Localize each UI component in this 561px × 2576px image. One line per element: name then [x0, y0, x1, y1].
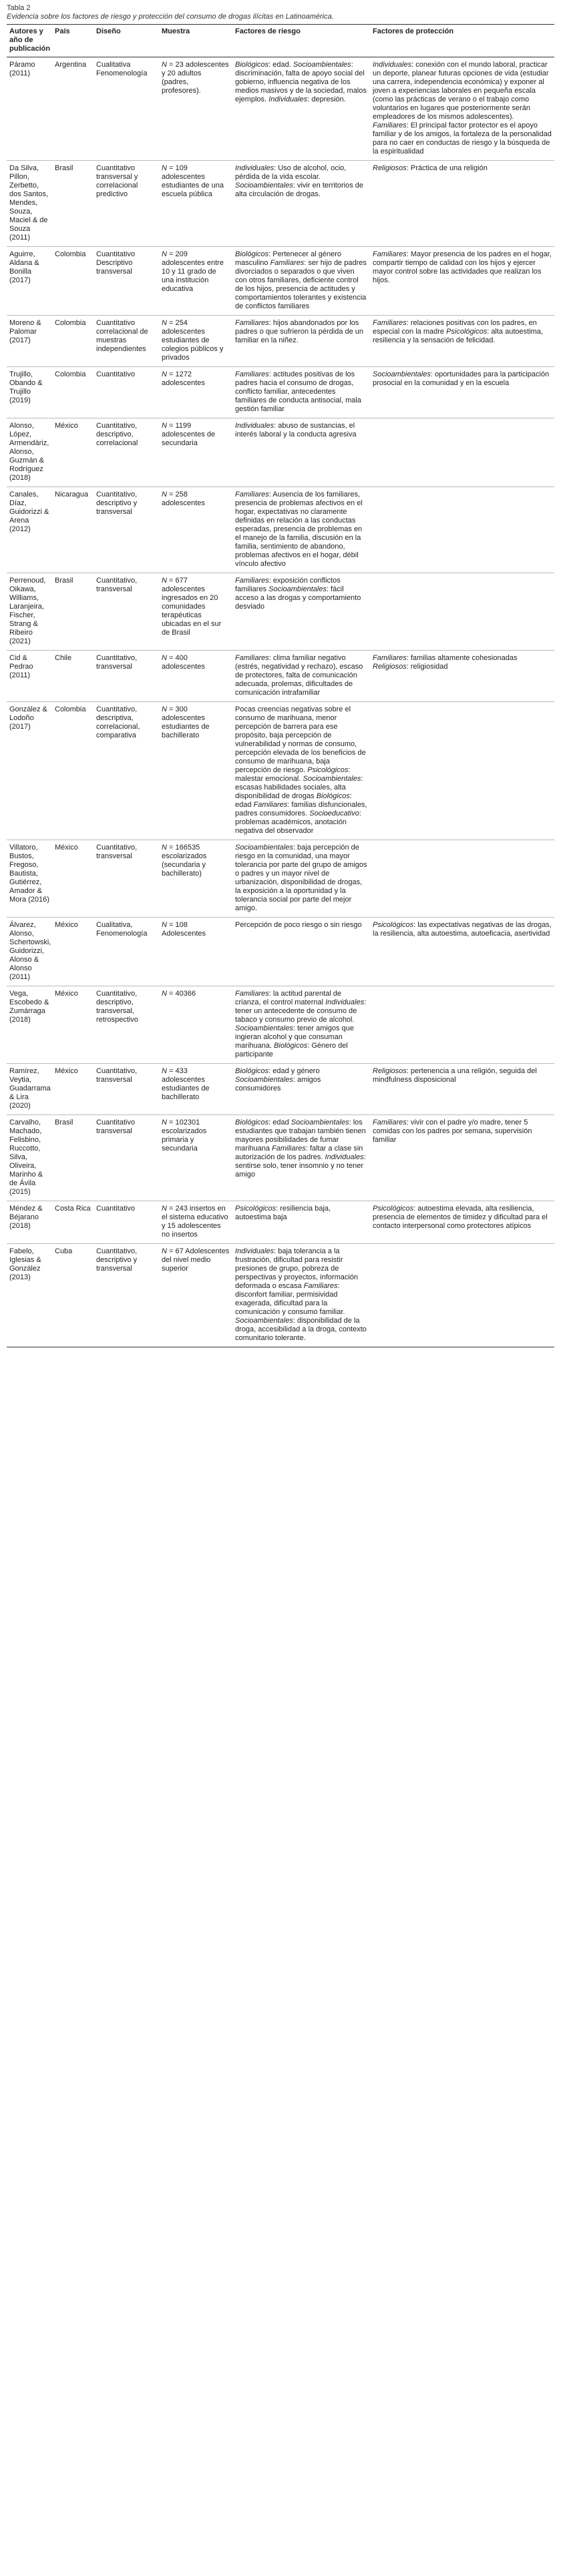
cell-pais: Nicaragua: [52, 487, 94, 573]
cell-muestra: N = 258 adolescentes: [159, 487, 232, 573]
cell-pais: Brasil: [52, 161, 94, 247]
cell-diseno: Cuantitativo, transversal: [94, 1064, 159, 1115]
cell-diseno: Cuantitativo, descriptivo, transversal, retrospectivo: [94, 986, 159, 1064]
cell-proteccion: Familiares: familias altamente cohesionadas Religiosos: religiosidad: [370, 651, 554, 702]
header-factores-proteccion: Factores de protección: [370, 25, 554, 57]
cell-pais: México: [52, 1064, 94, 1115]
cell-autores: Álvarez, Alonso, Schertowski, Guidorizzi, Alonso & Alonso (2011): [7, 918, 52, 986]
cell-diseno: Cuantitativo: [94, 1201, 159, 1244]
table-row: [7, 1115, 554, 1201]
cell-pais: Cuba: [52, 1244, 94, 1347]
cell-autores: González & Lodoño (2017): [7, 702, 52, 840]
cell-pais: México: [52, 918, 94, 986]
cell-pais: Chile: [52, 651, 94, 702]
table-row: [7, 487, 554, 573]
document-page: [7, 0, 554, 1347]
cell-riesgo: Psicológicos: resiliencia baja, autoestima baja: [232, 1201, 370, 1244]
table-row: [7, 316, 554, 367]
cell-diseno: Cuantitativo transversal y correlacional predictivo: [94, 161, 159, 247]
cell-diseno: Cuantitativo, transversal: [94, 840, 159, 918]
cell-autores: Villatoro, Bustos, Fregoso, Bautista, Gutiérrez, Amador & Mora (2016): [7, 840, 52, 918]
cell-proteccion: Socioambientales: oportunidades para la participación prosocial en la comunidad y en la escuela: [370, 367, 554, 418]
cell-proteccion: Psicológicos: autoestima elevada, alta resiliencia, presencia de elementos de timidez y dificultad para el contacto interpersonal como protectores atípicos: [370, 1201, 554, 1244]
cell-riesgo: Pocas creencias negativas sobre el consumo de marihuana, menor percepción de barrera para ese propósito, baja percepción de vulnerabilidad y normas de consumo, percepción elevada de los beneficios de consumo de marihuana, baja percepción de riesgo. Psicológicos: malestar emocional. Socioambientales: escasas habilidades sociales, alta disponibilidad de drogas Biológicos: edad Familiares: familias disfuncionales, padres consumidores. Socioeducativo: problemas académicos, anotación negativa del observador: [232, 702, 370, 840]
cell-muestra: N = 400 adolescentes: [159, 651, 232, 702]
cell-muestra: N = 166535 escolarizados (secundaria y bachillerato): [159, 840, 232, 918]
header-diseno: Diseño: [94, 25, 159, 57]
cell-muestra: N = 102301 escolarizados primaria y secundaria: [159, 1115, 232, 1201]
cell-riesgo: Socioambientales: baja percepción de riesgo en la comunidad, una mayor tolerancia por parte del grupo de amigos o padres y un mayor nivel de urbanización, disponibilidad de drogas, la exposición a la oportunidad y la tolerancia social por parte del mejor amigo.: [232, 840, 370, 918]
cell-proteccion: [370, 1244, 554, 1347]
cell-proteccion: Religiosos: Práctica de una religión: [370, 161, 554, 247]
header-factores-riesgo: Factores de riesgo: [232, 25, 370, 57]
cell-riesgo: Familiares: Ausencia de los familiares, presencia de problemas afectivos en el hogar, expectativas no claramente definidas en relación a las conductas esperadas, presencia de problemas en el manejo de la familia, discusión en la familia, sentimiento de abandono, problemas afectivos en el hogar, débil vínculo afectivo: [232, 487, 370, 573]
table-row: [7, 918, 554, 986]
header-autores: Autores y año de publicación: [7, 25, 52, 57]
cell-riesgo: Biológicos: Pertenecer al género masculino Familiares: ser hijo de padres divorciados o separados o que viven con otros familiares, deficiente control de los hijos, presencia de actitudes y comportamientos tolerantes y existencia de conflictos familiares: [232, 247, 370, 316]
cell-autores: Cid & Pedrao (2011): [7, 651, 52, 702]
table-row: [7, 986, 554, 1064]
cell-diseno: Cuantitativo transversal: [94, 1115, 159, 1201]
cell-proteccion: Familiares: relaciones positivas con los padres, en especial con la madre Psicológicos: alta autoestima, resiliencia y la sensación de felicidad.: [370, 316, 554, 367]
cell-proteccion: Familiares: Mayor presencia de los padres en el hogar, compartir tiempo de calidad con los hijos y ejercer mayor control sobre las actividades que realizan los hijos.: [370, 247, 554, 316]
cell-autores: Aguirre, Aldana & Bonilla (2017): [7, 247, 52, 316]
cell-riesgo: Biológicos: edad Socioambientales: los estudiantes que trabajan también tienen mayores posibilidades de fumar marihuana Familiares: faltar a clase sin autorización de los padres. Individuales: sentirse solo, tener insomnio y no tener amigo: [232, 1115, 370, 1201]
cell-muestra: N = 433 adolescentes estudiantes de bachillerato: [159, 1064, 232, 1115]
cell-diseno: Cuantitativo, descriptivo y transversal: [94, 1244, 159, 1347]
cell-proteccion: Psicológicos: las expectativas negativas de las drogas, la resiliencia, alta autoestima, autoeficacia, asertividad: [370, 918, 554, 986]
cell-autores: Fabelo, Iglesias & González (2013): [7, 1244, 52, 1347]
table-row: [7, 247, 554, 316]
cell-muestra: N = 209 adolescentes entre 10 y 11 grado de una institución educativa: [159, 247, 232, 316]
header-row: [7, 25, 554, 57]
cell-pais: Brasil: [52, 1115, 94, 1201]
cell-diseno: Cualitativa, Fenomenología: [94, 918, 159, 986]
cell-diseno: Cuantitativo correlacional de muestras independientes: [94, 316, 159, 367]
cell-riesgo: Individuales: abuso de sustancias, el interés laboral y la conducta agresiva: [232, 418, 370, 487]
cell-proteccion: [370, 702, 554, 840]
cell-riesgo: Familiares: la actitud parental de crianza, el control maternal Individuales: tener un antecedente de consumo de tabaco y consumo previo de alcohol. Socioambientales: tener amigos que ingieran alcohol y que consuman marihuana. Biológicos: Género del participante: [232, 986, 370, 1064]
table-row: [7, 1201, 554, 1244]
cell-pais: Costa Rica: [52, 1201, 94, 1244]
cell-autores: Méndez & Béjarano (2018): [7, 1201, 52, 1244]
cell-riesgo: Individuales: Uso de alcohol, ocio, pérdida de la vida escolar. Socioambientales: vivir en territorios de alta circulación de drogas.: [232, 161, 370, 247]
cell-muestra: N = 1272 adolescentes: [159, 367, 232, 418]
cell-autores: Perrenoud, Oikawa, Williams, Laranjeira, Fischer, Strang & Ribeiro (2021): [7, 573, 52, 651]
cell-autores: Páramo (2011): [7, 57, 52, 161]
cell-proteccion: [370, 487, 554, 573]
cell-muestra: N = 108 Adolescentes: [159, 918, 232, 986]
table-title: Evidencia sobre los factores de riesgo y protección del consumo de drogas ilícitas en Latinoamérica.: [7, 13, 334, 21]
cell-muestra: N = 243 insertos en el sistema educativo y 15 adolescentes no insertos: [159, 1201, 232, 1244]
cell-autores: Ramírez, Veytia, Guadarrama & Lira (2020): [7, 1064, 52, 1115]
table-row: [7, 1244, 554, 1347]
cell-proteccion: [370, 573, 554, 651]
cell-autores: Vega, Escobedo & Zumárraga (2018): [7, 986, 52, 1064]
table-row: [7, 57, 554, 161]
cell-pais: México: [52, 986, 94, 1064]
cell-pais: Colombia: [52, 702, 94, 840]
table-row: [7, 573, 554, 651]
table-row: [7, 418, 554, 487]
cell-muestra: N = 67 Adolescentes del nivel medio superior: [159, 1244, 232, 1347]
cell-diseno: Cuantitativo, descriptiva, correlacional, comparativa: [94, 702, 159, 840]
cell-muestra: N = 254 adolescentes estudiantes de colegios públicos y privados: [159, 316, 232, 367]
cell-pais: Colombia: [52, 367, 94, 418]
table-row: [7, 651, 554, 702]
cell-diseno: Cuantitativo Descriptivo transversal: [94, 247, 159, 316]
evidence-table: [7, 24, 554, 1347]
cell-riesgo: Familiares: exposición conflictos familiares Socioambientales: fácil acceso a las drogas y comportamiento desviado: [232, 573, 370, 651]
header-pais: País: [52, 25, 94, 57]
cell-proteccion: [370, 840, 554, 918]
cell-riesgo: Individuales: baja tolerancia a la frustración, dificultad para resistir presiones de grupo, pobreza de perspectivas y proyectos, información deformada o escasa Familiares: disconfort familiar, permisividad exagerada, dificultad para la comunicación y consumo familiar. Socioambientales: disponibilidad de la droga, accesibilidad a la droga, contexto comunitario tolerante.: [232, 1244, 370, 1347]
cell-riesgo: Familiares: actitudes positivas de los padres hacia el consumo de drogas, conflicto familiar, antecedentes familiares de conducta antisocial, mala gestión familiar: [232, 367, 370, 418]
cell-riesgo: Familiares: hijos abandonados por los padres o que sufrieron la pérdida de un familiar en la niñez.: [232, 316, 370, 367]
cell-autores: Da Silva, Pillon, Zerbetto, dos Santos, Mendes, Souza, Maciel & de Souza (2011): [7, 161, 52, 247]
cell-pais: México: [52, 418, 94, 487]
table-row: [7, 840, 554, 918]
table-row: [7, 702, 554, 840]
cell-proteccion: Individuales: conexión con el mundo laboral, practicar un deporte, planear futuras opciones de vida (estudiar una carrera, independencia económica) y exponer al joven a experiencias laborales en pequeña escala (como las prácticas de verano o el trabajo como voluntarios en lugares que posteriormente serán empleadores de los mismos adolescentes). Familiares: El principal factor protector es el apoyo familiar y de los amigos, la fortaleza de la personalidad para no caer en conductas de riesgo y la búsqueda de la espiritualidad: [370, 57, 554, 161]
cell-pais: Brasil: [52, 573, 94, 651]
cell-autores: Moreno & Palomar (2017): [7, 316, 52, 367]
cell-muestra: N = 300 adolescentes estudiantes de bachillerato: [159, 702, 232, 840]
table-row: [7, 367, 554, 418]
table-body: [7, 57, 554, 1347]
cell-riesgo: Biológicos: edad. Socioambientales: discriminación, falta de apoyo social del gobierno, influencia negativa de los medios masivos y de la sociedad, malos ejemplos. Individuales: depresión.: [232, 57, 370, 161]
cell-autores: Alonso, López, Armendáriz, Alonso, Guzmán & Rodríguez (2018): [7, 418, 52, 487]
cell-muestra: N = 1199 adolescentes de secundaria: [159, 418, 232, 487]
cell-pais: Colombia: [52, 316, 94, 367]
cell-proteccion: [370, 986, 554, 1064]
cell-diseno: Cuantitativo, transversal: [94, 573, 159, 651]
cell-proteccion: [370, 418, 554, 487]
table-row: [7, 1064, 554, 1115]
cell-riesgo: Biológicos: edad y género Socioambientales: amigos consumidores: [232, 1064, 370, 1115]
cell-muestra: N = 677 adolescentes ingresados en 20 comunidades terapéuticas ubicadas en el sur de Brasil: [159, 573, 232, 651]
cell-muestra: N = 40366: [159, 986, 232, 1064]
cell-muestra: N = 109 adolescentes estudiantes de una escuela pública: [159, 161, 232, 247]
cell-diseno: Cuantitativo: [94, 367, 159, 418]
cell-muestra: N = 23 adolescentes y 20 adultos (padres, profesores).: [159, 57, 232, 161]
cell-pais: Colombia: [52, 247, 94, 316]
cell-autores: Trujillo, Obando & Trujillo (2019): [7, 367, 52, 418]
cell-diseno: Cuantitativo, transversal: [94, 651, 159, 702]
table-label: Tabla 2: [7, 4, 31, 12]
cell-autores: Canales, Díaz, Guidorizzi & Arena (2012): [7, 487, 52, 573]
cell-riesgo: Percepción de poco riesgo o sin riesgo: [232, 918, 370, 986]
cell-diseno: Cuantitativo, descriptivo, correlacional: [94, 418, 159, 487]
cell-pais: Argentina: [52, 57, 94, 161]
cell-riesgo: Familiares: clima familiar negativo (estrés, negatividad y rechazo), escaso de protectores, falta de comunicación adecuada, prolemas, dificultades de comunicación intrafamiliar: [232, 651, 370, 702]
cell-pais: México: [52, 840, 94, 918]
cell-diseno: Cualitativa Fenomenología: [94, 57, 159, 161]
table-header: [7, 25, 554, 57]
header-muestra: Muestra: [159, 25, 232, 57]
cell-diseno: Cuantitativo, descriptivo y transversal: [94, 487, 159, 573]
table-row: [7, 161, 554, 247]
cell-autores: Carvalho, Machado, Felisbino, Ruccotto, Silva, Oliveira, Marinho & de Ávila (2015): [7, 1115, 52, 1201]
cell-proteccion: Religiosos: pertenencia a una religión, seguida del mindfulness disposicional: [370, 1064, 554, 1115]
cell-proteccion: Familiares: vivir con el padre y/o madre, tener 5 comidas con los padres por semana, supervisión familiar: [370, 1115, 554, 1201]
